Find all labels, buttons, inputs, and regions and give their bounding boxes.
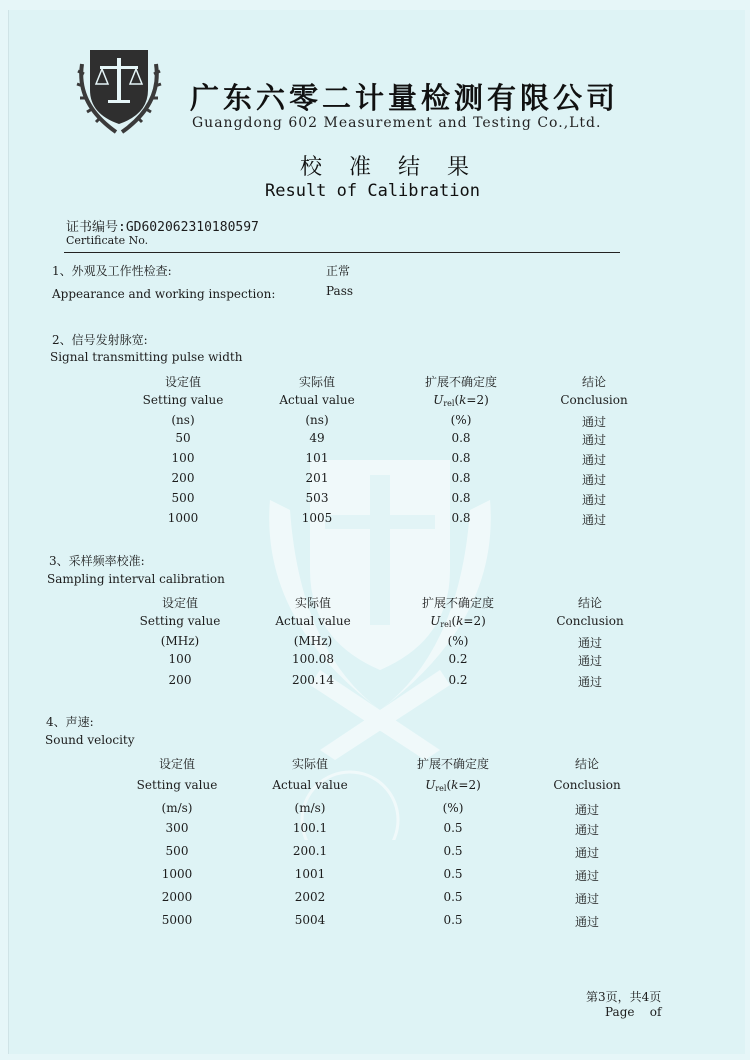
table-cell: 100 bbox=[171, 451, 195, 465]
certificate-label-en: Certificate No. bbox=[66, 234, 149, 247]
header-unit: (m/s) bbox=[161, 801, 193, 815]
table-cell: 0.8 bbox=[451, 431, 471, 445]
company-name-cn: 广东六零二计量检测有限公司 bbox=[190, 81, 620, 115]
header-divider bbox=[64, 252, 620, 253]
header-cn: 结论 bbox=[581, 375, 607, 389]
header-unit: (MHz) bbox=[160, 634, 200, 648]
header-en: Setting value bbox=[136, 778, 218, 792]
table-cell: 500 bbox=[165, 844, 189, 858]
section1-title-cn: 1、外观及工作性检查: bbox=[52, 264, 172, 278]
company-name-en: Guangdong 602 Measurement and Testing Co.,Ltd. bbox=[192, 115, 602, 131]
table-cell: 2002 bbox=[294, 890, 326, 904]
header-cn: 扩展不确定度 bbox=[416, 757, 490, 771]
table-cell: 通过 bbox=[574, 915, 600, 929]
table-cell: 通过 bbox=[577, 675, 603, 689]
section3-title-cn: 3、采样频率校准: bbox=[49, 554, 145, 568]
header-cn: 实际值 bbox=[291, 757, 329, 771]
header-en: Conclusion bbox=[556, 614, 624, 628]
table-cell: 500 bbox=[171, 491, 195, 505]
table-cell: 通过 bbox=[577, 654, 603, 668]
table-cell: 1000 bbox=[167, 511, 199, 525]
certificate-value: GD602062310180597 bbox=[125, 220, 259, 235]
page-number-cn: 第3页，共4页 bbox=[586, 990, 662, 1004]
table-cell: 0.5 bbox=[443, 867, 463, 881]
table-cell: 1000 bbox=[161, 867, 193, 881]
table-cell: 100.08 bbox=[292, 652, 334, 666]
title-cn: 校 准 结 果 bbox=[300, 155, 479, 180]
title-en: Result of Calibration bbox=[265, 181, 480, 201]
table-cell: 通过 bbox=[581, 513, 607, 527]
header-unit: 通过 bbox=[574, 803, 600, 817]
table-cell: 通过 bbox=[581, 453, 607, 467]
header-en: Actual value bbox=[275, 614, 351, 628]
table-cell: 50 bbox=[175, 431, 191, 445]
table-cell: 通过 bbox=[574, 823, 600, 837]
header-unit: (%) bbox=[442, 801, 464, 815]
company-logo-icon bbox=[76, 44, 162, 136]
section3-title-en: Sampling interval calibration bbox=[47, 572, 225, 586]
header-en: Actual value bbox=[272, 778, 348, 792]
table-cell: 1001 bbox=[294, 867, 326, 881]
table-cell: 0.5 bbox=[443, 913, 463, 927]
header-unit: (MHz) bbox=[293, 634, 333, 648]
table-cell: 200.14 bbox=[292, 673, 334, 687]
header-cn: 结论 bbox=[577, 596, 603, 610]
header-unit: 通过 bbox=[577, 636, 603, 650]
header-en: Setting value bbox=[139, 614, 221, 628]
table-cell: 0.5 bbox=[443, 890, 463, 904]
header-en: Urel(k=2) bbox=[430, 614, 486, 629]
section2-title-cn: 2、信号发射脉宽: bbox=[52, 333, 148, 347]
header-en: Conclusion bbox=[553, 778, 621, 792]
page-number-en: Page of bbox=[605, 1005, 662, 1019]
header-unit: (ns) bbox=[305, 413, 329, 427]
header-unit: (%) bbox=[450, 413, 472, 427]
table-cell: 2000 bbox=[161, 890, 193, 904]
table-cell: 通过 bbox=[581, 473, 607, 487]
table-cell: 5004 bbox=[294, 913, 326, 927]
header-cn: 设定值 bbox=[164, 375, 202, 389]
certificate-label: 证书编号: bbox=[66, 220, 126, 235]
table-cell: 通过 bbox=[574, 846, 600, 860]
table-cell: 通过 bbox=[574, 892, 600, 906]
table-cell: 0.8 bbox=[451, 471, 471, 485]
table-cell: 1005 bbox=[301, 511, 333, 525]
table-cell: 通过 bbox=[574, 869, 600, 883]
section4-title-en: Sound velocity bbox=[45, 733, 135, 747]
header-cn: 实际值 bbox=[298, 375, 336, 389]
table-cell: 200.1 bbox=[292, 844, 328, 858]
section1-result-cn: 正常 bbox=[326, 264, 351, 278]
table-cell: 5000 bbox=[161, 913, 193, 927]
header-en: Actual value bbox=[279, 393, 355, 407]
section1-title-en: Appearance and working inspection: bbox=[52, 287, 276, 301]
section1-result-en: Pass bbox=[326, 284, 354, 298]
table-cell: 100.1 bbox=[292, 821, 328, 835]
header-cn: 实际值 bbox=[294, 596, 332, 610]
table-cell: 0.2 bbox=[448, 652, 468, 666]
header-cn: 扩展不确定度 bbox=[424, 375, 498, 389]
table-cell: 200 bbox=[171, 471, 195, 485]
header-en: Urel(k=2) bbox=[433, 393, 489, 408]
table-cell: 0.5 bbox=[443, 821, 463, 835]
table-cell: 通过 bbox=[581, 493, 607, 507]
watermark-seal-icon bbox=[240, 420, 520, 840]
certificate-number bbox=[66, 216, 259, 235]
header-cn: 结论 bbox=[574, 757, 600, 771]
header-unit: 通过 bbox=[581, 415, 607, 429]
table-cell: 49 bbox=[309, 431, 325, 445]
table-cell: 0.5 bbox=[443, 844, 463, 858]
table-cell: 101 bbox=[305, 451, 329, 465]
header-cn: 扩展不确定度 bbox=[421, 596, 495, 610]
header-unit: (%) bbox=[447, 634, 469, 648]
table-cell: 200 bbox=[168, 673, 192, 687]
section2-title-en: Signal transmitting pulse width bbox=[50, 350, 243, 364]
table-cell: 503 bbox=[305, 491, 329, 505]
header-cn: 设定值 bbox=[161, 596, 199, 610]
table-cell: 0.8 bbox=[451, 491, 471, 505]
table-cell: 201 bbox=[305, 471, 329, 485]
header-unit: (m/s) bbox=[294, 801, 326, 815]
table-cell: 300 bbox=[165, 821, 189, 835]
header-en: Conclusion bbox=[560, 393, 628, 407]
table-cell: 0.8 bbox=[451, 451, 471, 465]
table-cell: 0.2 bbox=[448, 673, 468, 687]
header-unit: (ns) bbox=[171, 413, 195, 427]
header-en: Setting value bbox=[142, 393, 224, 407]
header-cn: 设定值 bbox=[158, 757, 196, 771]
header-en: Urel(k=2) bbox=[425, 778, 481, 793]
section4-title-cn: 4、声速: bbox=[46, 715, 94, 729]
table-cell: 0.8 bbox=[451, 511, 471, 525]
table-cell: 通过 bbox=[581, 433, 607, 447]
table-cell: 100 bbox=[168, 652, 192, 666]
